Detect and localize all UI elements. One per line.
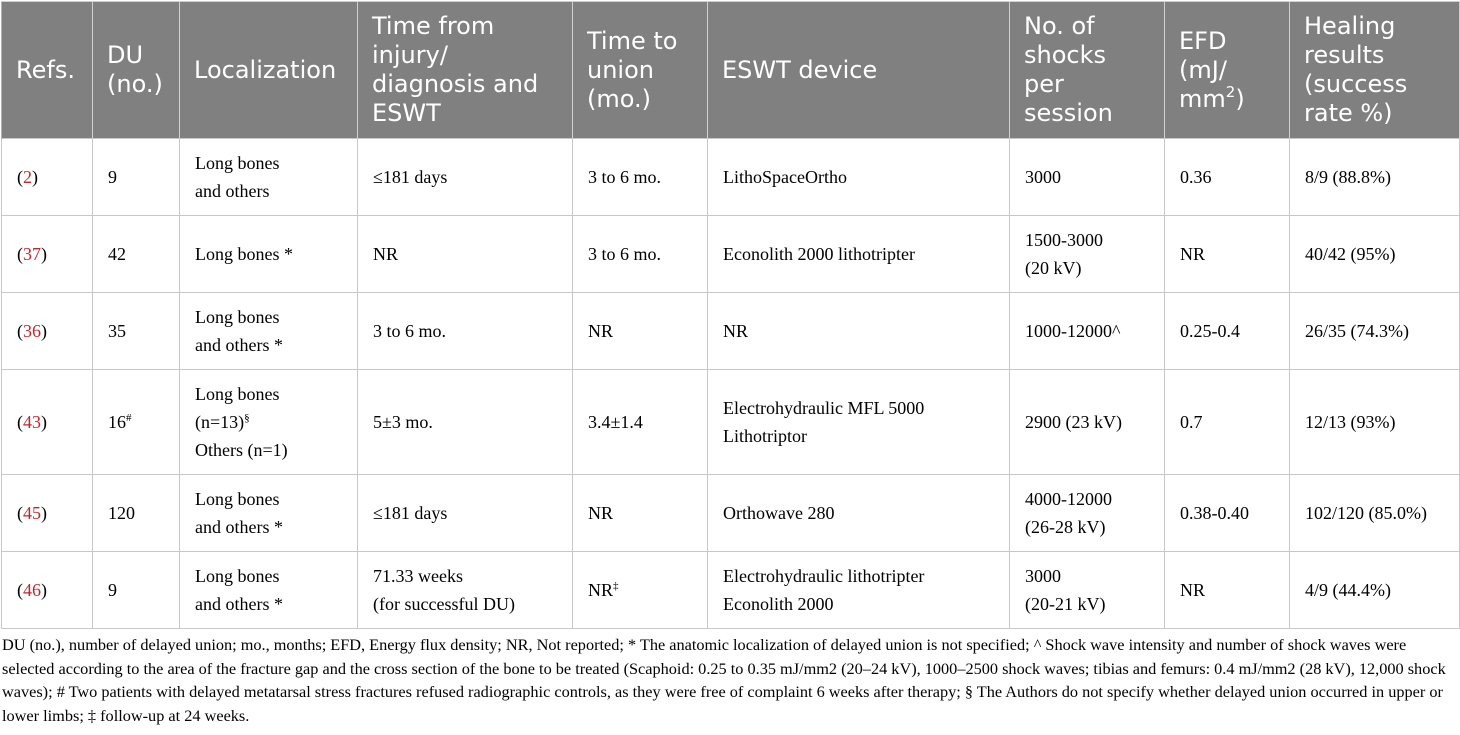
cell-localization	[180, 139, 358, 216]
cell-time-to	[573, 552, 708, 629]
cell-time-from: ≤181 days	[358, 139, 573, 216]
cell-shocks: 1000-12000^	[1010, 293, 1165, 370]
table-row	[2, 370, 1460, 475]
header-shocks-per-session: No. of shocks per session	[1010, 2, 1165, 139]
du-value: 35	[108, 321, 126, 341]
cell-du	[93, 475, 180, 552]
time-to-sup: ‡	[613, 580, 619, 592]
loc-line2: and others *	[195, 594, 283, 614]
header-eswt-device: ESWT device	[708, 2, 1010, 139]
ref-link[interactable]: 45	[23, 503, 41, 523]
cell-efd: NR	[1165, 216, 1290, 293]
eswt-delayed-union-table	[1, 1, 1460, 629]
cell-localization	[180, 475, 358, 552]
shocks-line1: 4000-12000	[1025, 489, 1112, 509]
loc-line1: Long bones	[195, 489, 280, 509]
cell-time-from: ≤181 days	[358, 475, 573, 552]
cell-efd: 0.38-0.40	[1165, 475, 1290, 552]
ref-link[interactable]: 46	[23, 580, 41, 600]
cell-du	[93, 370, 180, 475]
shocks-line2: (26-28 kV)	[1025, 517, 1106, 537]
du-value: 16	[108, 412, 126, 432]
loc-line3: Others (n=1)	[195, 440, 288, 460]
cell-device: NR	[708, 293, 1010, 370]
header-efd-sup: 2	[1225, 82, 1236, 101]
loc-line2: and others *	[195, 517, 283, 537]
cell-du	[93, 293, 180, 370]
du-sup: #	[126, 412, 132, 424]
cell-ref: (37)	[2, 216, 93, 293]
time-from-line1: 71.33 weeks	[373, 566, 463, 586]
shocks-line1: 1500-3000	[1025, 230, 1103, 250]
loc-line2: and others	[195, 181, 270, 201]
loc-line1: Long bones	[195, 384, 280, 404]
du-value: 9	[108, 580, 117, 600]
cell-device	[708, 370, 1010, 475]
cell-healing: 40/42 (95%)	[1290, 216, 1460, 293]
cell-healing: 8/9 (88.8%)	[1290, 139, 1460, 216]
header-localization: Localization	[180, 2, 358, 139]
loc-line1: Long bones	[195, 566, 280, 586]
cell-efd: NR	[1165, 552, 1290, 629]
header-row	[2, 2, 1460, 139]
cell-localization	[180, 370, 358, 475]
table-row	[2, 475, 1460, 552]
cell-time-from: 5±3 mo.	[358, 370, 573, 475]
cell-localization	[180, 293, 358, 370]
shocks-line2: (20 kV)	[1025, 258, 1082, 278]
du-value: 120	[108, 503, 135, 523]
cell-ref: (2)	[2, 139, 93, 216]
cell-shocks: 3000	[1010, 139, 1165, 216]
table-row	[2, 139, 1460, 216]
cell-time-to: 3 to 6 mo.	[573, 139, 708, 216]
shocks-line1: 3000	[1025, 566, 1061, 586]
loc-line2: and others *	[195, 335, 283, 355]
table-footnote: DU (no.), number of delayed union; mo., months; EFD, Energy flux density; NR, Not reported; * The anatomic localization of delayed union is not specified; ^ Shock wave intensity and number of shock waves were selected according to the area of the fracture gap and the cross section of the bone to be treated (Scaphoid: 0.25 to 0.35 mJ/mm2 (20–24 kV), 1000–2500 shock waves; tibias and femurs: 0.4 mJ/mm2 (28 kV), 12,000 shock waves); # Two patients with delayed metatarsal stress fractures refused radiographic controls, as they were free of complaint 6 weeks after therapy; § The Authors do not specify whether delayed union occurred in upper or lower limbs; ‡ follow-up at 24 weeks.	[2, 635, 1446, 725]
cell-localization	[180, 552, 358, 629]
cell-healing: 26/35 (74.3%)	[1290, 293, 1460, 370]
du-value: 9	[108, 167, 117, 187]
device-line1: Electrohydraulic lithotripter	[723, 566, 925, 586]
header-healing-results: Healing results (success rate %)	[1290, 2, 1460, 139]
cell-shocks	[1010, 475, 1165, 552]
cell-time-to: 3 to 6 mo.	[573, 216, 708, 293]
loc-line2-sup: §	[244, 412, 250, 424]
device-line2: Lithotriptor	[723, 426, 807, 446]
du-value: 42	[108, 244, 126, 264]
header-time-to-union: Time to union (mo.)	[573, 2, 708, 139]
cell-shocks	[1010, 552, 1165, 629]
ref-link[interactable]: 36	[23, 321, 41, 341]
cell-time-from: NR	[358, 216, 573, 293]
cell-shocks	[1010, 216, 1165, 293]
cell-time-to: NR	[573, 293, 708, 370]
cell-device: Econolith 2000 lithotripter	[708, 216, 1010, 293]
cell-localization	[180, 216, 358, 293]
cell-time-from	[358, 552, 573, 629]
cell-du	[93, 139, 180, 216]
ref-link[interactable]: 2	[23, 167, 32, 187]
cell-efd: 0.25-0.4	[1165, 293, 1290, 370]
cell-ref: (43)	[2, 370, 93, 475]
header-du: DU (no.)	[93, 2, 180, 139]
loc-line2: (n=13)	[195, 412, 245, 432]
loc-line1: Long bones	[195, 153, 280, 173]
loc-line1: Long bones	[195, 307, 280, 327]
table-row	[2, 552, 1460, 629]
cell-device: LithoSpaceOrtho	[708, 139, 1010, 216]
cell-healing: 12/13 (93%)	[1290, 370, 1460, 475]
time-from-line2: (for successful DU)	[373, 594, 515, 614]
device-line2: Econolith 2000	[723, 594, 834, 614]
cell-efd: 0.36	[1165, 139, 1290, 216]
cell-ref: (45)	[2, 475, 93, 552]
header-efd	[1165, 2, 1290, 139]
header-refs: Refs.	[2, 2, 93, 139]
header-efd-text: EFD (mJ/ mm	[1179, 26, 1227, 113]
cell-du	[93, 552, 180, 629]
cell-du	[93, 216, 180, 293]
header-efd-suffix: )	[1235, 84, 1245, 113]
ref-link[interactable]: 43	[23, 412, 41, 432]
table-row	[2, 216, 1460, 293]
header-time-from-injury: Time from injury/ diagnosis and ESWT	[358, 2, 573, 139]
table-body	[2, 139, 1460, 629]
cell-ref: (36)	[2, 293, 93, 370]
ref-link[interactable]: 37	[23, 244, 41, 264]
shocks-line2: (20-21 kV)	[1025, 594, 1106, 614]
cell-healing: 102/120 (85.0%)	[1290, 475, 1460, 552]
device-line1: Electrohydraulic MFL 5000	[723, 398, 925, 418]
cell-time-from: 3 to 6 mo.	[358, 293, 573, 370]
cell-time-to: NR	[573, 475, 708, 552]
table-header	[2, 2, 1460, 139]
cell-device	[708, 552, 1010, 629]
cell-efd: 0.7	[1165, 370, 1290, 475]
cell-shocks: 2900 (23 kV)	[1010, 370, 1165, 475]
cell-healing: 4/9 (44.4%)	[1290, 552, 1460, 629]
cell-time-to: 3.4±1.4	[573, 370, 708, 475]
cell-ref: (46)	[2, 552, 93, 629]
loc-line1: Long bones *	[195, 244, 293, 264]
table-row	[2, 293, 1460, 370]
cell-device: Orthowave 280	[708, 475, 1010, 552]
time-to-value: NR	[588, 580, 614, 600]
